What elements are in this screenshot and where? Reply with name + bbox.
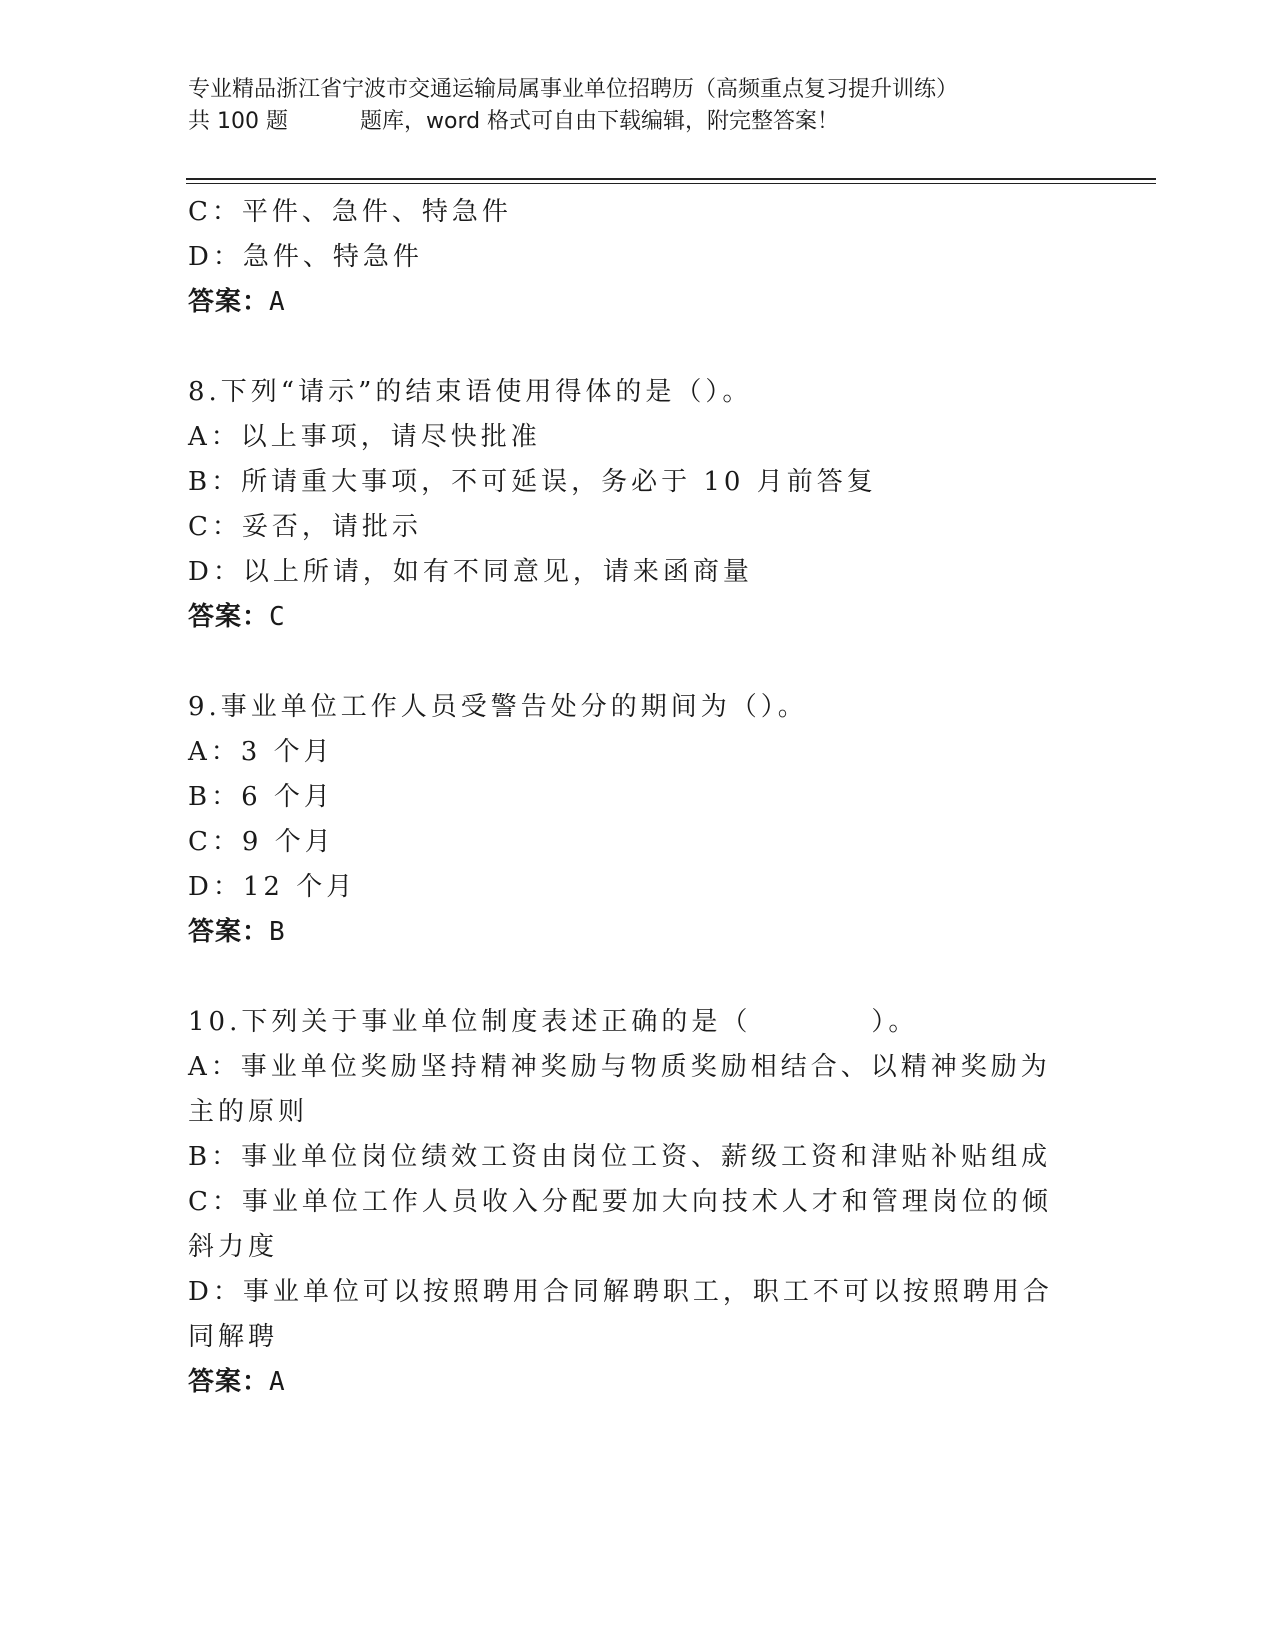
question-9: [188, 685, 1068, 955]
answer-line: [188, 280, 1068, 325]
question-stem: 8.下列“请示”的结束语使用得体的是（）。: [188, 377, 753, 407]
option-c: C：妥否，请批示: [188, 512, 422, 542]
answer-line: [188, 595, 1068, 640]
option-b: B：事业单位岗位绩效工资由岗位工资、薪级工资和津贴补贴组成: [188, 1142, 1052, 1172]
header-subtitle: [188, 106, 1088, 138]
option-a: A：事业单位奖励坚持精神奖励与物质奖励相结合、以精神奖励为主的原则: [188, 1052, 1051, 1127]
answer-value: C: [269, 602, 286, 632]
option-c: C：平件、急件、特急件: [188, 197, 512, 227]
answer-value: A: [269, 287, 286, 317]
answer-line: [188, 1360, 1068, 1405]
question-stem-end: ）。: [871, 1007, 919, 1037]
option-d: D：事业单位可以按照聘用合同解聘职工，职工不可以按照聘用合同解聘: [188, 1277, 1053, 1352]
option-a: A：以上事项，请尽快批准: [188, 422, 541, 452]
answer-label: 答案：: [188, 287, 270, 317]
question-list: [188, 190, 1068, 1405]
question-stem-start: 10.下列关于事业单位制度表述正确的是（: [188, 1007, 752, 1037]
answer-label: 答案：: [188, 602, 270, 632]
question-count: 共 100 题: [188, 109, 288, 134]
answer-value: B: [269, 917, 286, 947]
document-header: [188, 74, 1088, 138]
question-stem: 9.事业单位工作人员受警告处分的期间为（）。: [188, 692, 808, 722]
option-b: B：所请重大事项，不可延误，务必于 10 月前答复: [188, 467, 877, 497]
question-10: [188, 1000, 1068, 1405]
option-d: D：12 个月: [188, 872, 357, 902]
header-divider-thin: [186, 183, 1156, 184]
answer-value: A: [269, 1367, 286, 1397]
header-title: 专业精品浙江省宁波市交通运输局属事业单位招聘历（高频重点复习提升训练）: [188, 77, 959, 102]
answer-label: 答案：: [188, 1367, 270, 1397]
question-8: [188, 370, 1068, 640]
option-d: D：急件、特急件: [188, 242, 423, 272]
option-a: A：3 个月: [188, 737, 334, 767]
answer-line: [188, 910, 1068, 955]
question-7-tail: [188, 190, 1068, 325]
option-b: B：6 个月: [188, 782, 334, 812]
header-divider: [186, 178, 1156, 180]
header-note: 题库，word 格式可自由下载编辑，附完整答案！: [359, 109, 840, 134]
option-d: D：以上所请，如有不同意见，请来函商量: [188, 557, 753, 587]
answer-label: 答案：: [188, 917, 270, 947]
option-c: C：事业单位工作人员收入分配要加大向技术人才和管理岗位的倾斜力度: [188, 1187, 1052, 1262]
question-stem: [188, 1000, 1068, 1045]
option-c: C：9 个月: [188, 827, 335, 857]
